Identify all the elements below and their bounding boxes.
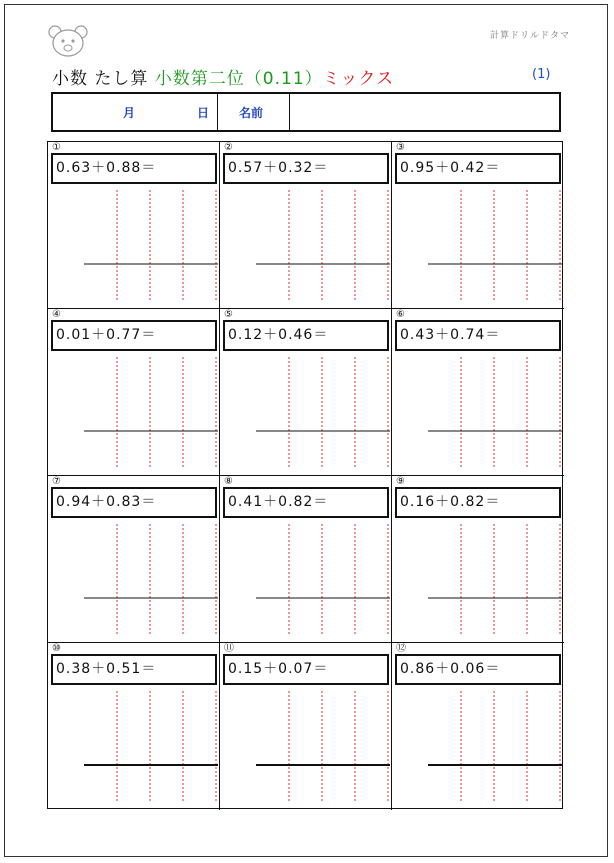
problem-expression: 0.94＋0.83＝ bbox=[51, 487, 217, 518]
problem-expression: 0.12＋0.46＝ bbox=[223, 320, 389, 351]
problem-cell bbox=[392, 142, 564, 309]
working-area[interactable] bbox=[392, 351, 564, 476]
problem-number: ④ bbox=[52, 309, 61, 320]
date-divider bbox=[217, 94, 218, 130]
working-area[interactable] bbox=[392, 685, 564, 810]
problem-cell bbox=[48, 142, 220, 309]
problem-cell bbox=[220, 643, 392, 810]
title-type: ミックス bbox=[322, 69, 395, 89]
working-area[interactable] bbox=[48, 685, 220, 810]
problem-number: ⑩ bbox=[52, 643, 61, 654]
bear-logo-icon bbox=[48, 24, 88, 58]
problem-expression: 0.41＋0.82＝ bbox=[223, 487, 389, 518]
problem-cell bbox=[220, 142, 392, 309]
title-level: 小数第二位（0.11） bbox=[154, 69, 323, 89]
problem-number: ⑥ bbox=[396, 309, 405, 320]
working-area[interactable] bbox=[220, 685, 392, 810]
problem-cell bbox=[48, 643, 220, 810]
working-area[interactable] bbox=[48, 184, 220, 309]
problem-number: ⑤ bbox=[224, 309, 233, 320]
problem-expression: 0.86＋0.06＝ bbox=[395, 654, 561, 685]
problem-expression: 0.01＋0.77＝ bbox=[51, 320, 217, 351]
problem-number: ⑫ bbox=[396, 643, 406, 654]
problem-number: ③ bbox=[396, 142, 405, 153]
problem-expression: 0.63＋0.88＝ bbox=[51, 153, 217, 184]
problem-expression: 0.95＋0.42＝ bbox=[395, 153, 561, 184]
name-field[interactable] bbox=[290, 94, 559, 130]
working-area[interactable] bbox=[392, 184, 564, 309]
problem-cell bbox=[392, 643, 564, 810]
working-area[interactable] bbox=[220, 184, 392, 309]
problem-number: ⑪ bbox=[224, 643, 234, 654]
problem-expression: 0.43＋0.74＝ bbox=[395, 320, 561, 351]
problem-number: ⑧ bbox=[224, 476, 233, 487]
working-area[interactable] bbox=[392, 518, 564, 643]
problem-cell bbox=[392, 309, 564, 476]
problem-cell bbox=[48, 309, 220, 476]
problem-cell bbox=[48, 476, 220, 643]
problem-grid bbox=[47, 141, 563, 809]
problem-expression: 0.16＋0.82＝ bbox=[395, 487, 561, 518]
problem-number: ① bbox=[52, 142, 61, 153]
working-area[interactable] bbox=[220, 518, 392, 643]
problem-cell bbox=[220, 309, 392, 476]
problem-expression: 0.38＋0.51＝ bbox=[51, 654, 217, 685]
problem-expression: 0.57＋0.32＝ bbox=[223, 153, 389, 184]
problem-cell bbox=[392, 476, 564, 643]
month-label: 月 bbox=[123, 106, 136, 120]
problem-number: ⑨ bbox=[396, 476, 405, 487]
problem-number: ⑦ bbox=[52, 476, 61, 487]
working-area[interactable] bbox=[48, 351, 220, 476]
working-area[interactable] bbox=[48, 518, 220, 643]
page-number: (1) bbox=[532, 67, 551, 82]
brand-name: 計算ドリルドタマ bbox=[490, 31, 571, 41]
problem-number: ② bbox=[224, 142, 233, 153]
day-label: 日 bbox=[197, 106, 210, 120]
problem-expression: 0.15＋0.07＝ bbox=[223, 654, 389, 685]
title-topic: 小数 たし算 bbox=[52, 69, 149, 89]
problem-cell bbox=[220, 476, 392, 643]
working-area[interactable] bbox=[220, 351, 392, 476]
worksheet-title bbox=[52, 64, 394, 89]
date-name-box bbox=[51, 92, 561, 132]
name-label: 名前 bbox=[239, 106, 264, 120]
